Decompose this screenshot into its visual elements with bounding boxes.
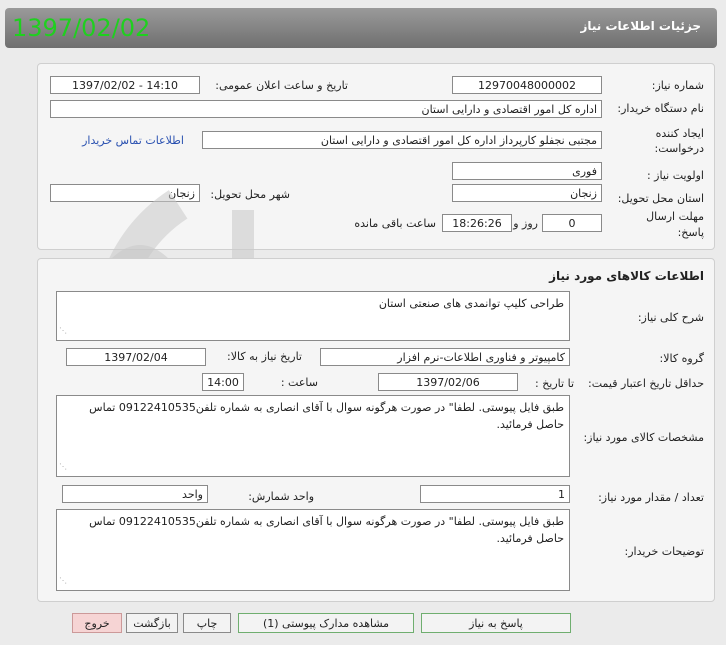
exit-button[interactable]: خروج [72,613,122,633]
resize-grip-icon: ⋰ [59,326,67,335]
buyer-notes-text: طبق فایل پیوستی. لطفا" در صورت هرگونه سوال با آقای انصاری به شماره تلفن09122410535 تماس حاصل فرمائید. [89,515,564,545]
validity-time-field: 14:00 [202,373,244,391]
attachments-button[interactable]: مشاهده مدارک پیوستی (1) [238,613,414,633]
deadline-label-2: پاسخ: [677,226,704,239]
buyer-contact-link[interactable]: اطلاعات تماس خریدار [82,134,184,147]
announce-field: 1397/02/02 - 14:10 [50,76,200,94]
page-title: جزئیات اطلاعات نیاز [580,19,701,33]
need-number-field: 12970048000002 [452,76,602,94]
need-date-field: 1397/02/04 [66,348,206,366]
buyer-notes-label: توضیحات خریدار: [624,545,704,558]
time-left-suffix: ساعت باقی مانده [354,217,436,230]
date-stamp: 1397/02/02 [12,14,151,42]
creator-label: ایجاد کننده [655,127,704,140]
city-field: زنجان [50,184,200,202]
goods-info-panel [37,258,715,602]
resize-grip-icon: ⋰ [59,576,67,585]
resize-grip-icon: ⋰ [59,462,67,471]
qty-field: 1 [420,485,570,503]
deadline-label: مهلت ارسال [646,210,704,223]
summary-text: طراحی کلیپ توانمدی های صنعتی استان [378,297,564,310]
creator-label-2: درخواست: [654,142,704,155]
time-left-field: 18:26:26 [442,214,512,232]
summary-label: شرح کلی نیاز: [637,311,704,324]
need-number-label: شماره نیاز: [651,79,704,92]
validity-date-field: 1397/02/06 [378,373,518,391]
city-label: شهر محل تحویل: [210,188,290,201]
print-button[interactable]: چاپ [183,613,231,633]
province-field: زنجان [452,184,602,202]
province-label: استان محل تحویل: [617,192,704,205]
until-label: تا تاریخ : [535,377,574,390]
goods-section-title: اطلاعات کالاهای مورد نیاز [549,269,704,283]
priority-field: فوری [452,162,602,180]
group-label: گروه کالا: [659,352,704,365]
buyer-org-label: نام دستگاه خریدار: [617,102,704,115]
need-date-label: تاریخ نیاز به کالا: [227,350,302,363]
reply-button[interactable]: پاسخ به نیاز [421,613,571,633]
time-label: ساعت : [280,376,318,389]
priority-label: اولویت نیاز : [646,169,704,182]
days-unit: روز و [513,217,538,230]
unit-label: واحد شمارش: [248,490,314,503]
announce-label: تاریخ و ساعت اعلان عمومی: [215,79,348,92]
creator-field: مجتبی نجفلو کارپرداز اداره کل امور اقتصادی و دارایی استان [202,131,602,149]
unit-field: واحد [62,485,208,503]
specs-label: مشخصات کالای مورد نیاز: [583,431,704,444]
back-button[interactable]: بازگشت [126,613,178,633]
validity-label: حداقل تاریخ اعتبار قیمت: [588,377,704,390]
group-field: کامپیوتر و فناوری اطلاعات-نرم افزار [320,348,570,366]
specs-text: طبق فایل پیوستی. لطفا" در صورت هرگونه سوال با آقای انصاری به شماره تلفن09122410535 تماس حاصل فرمائید. [89,401,564,431]
qty-label: تعداد / مقدار مورد نیاز: [598,491,704,504]
buyer-notes-field [56,509,570,591]
days-field: 0 [542,214,602,232]
summary-field [56,291,570,341]
buyer-org-field: اداره کل امور اقتصادی و دارایی استان [50,100,602,118]
specs-field [56,395,570,477]
